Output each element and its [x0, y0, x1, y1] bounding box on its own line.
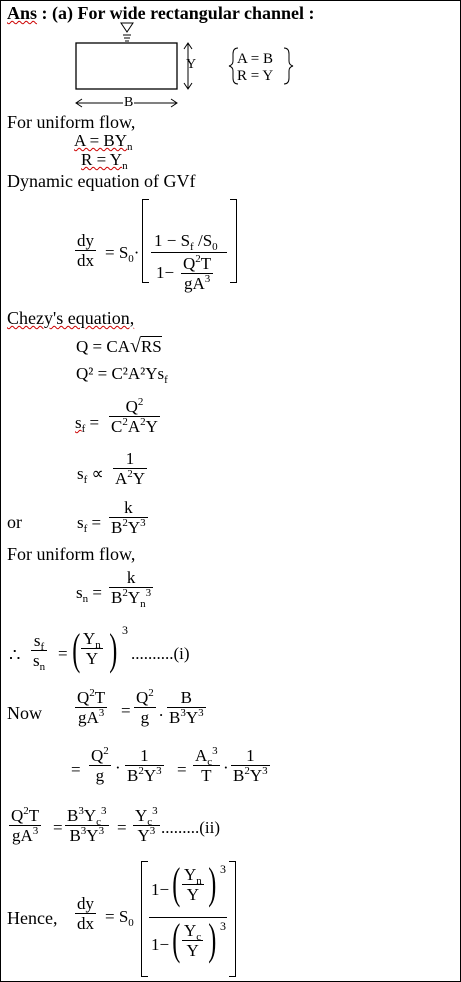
hence-den-one-minus: 1− — [151, 935, 170, 954]
equals-now-3: = — [177, 760, 187, 779]
paren-right-i: ) — [109, 625, 118, 674]
hence-text: Hence, — [7, 908, 58, 928]
r-eq-text: R = Y — [81, 150, 123, 169]
sketch-b-label: B — [124, 95, 134, 110]
b-b3y3-frac: B $B^3Y^3$ — [169, 688, 204, 727]
sn-equals: $s_n$ = — [76, 583, 102, 605]
eq-s0-2: = $S_0$ — [105, 907, 134, 929]
yn-y-frac: $Y_n$ Y — [83, 629, 101, 668]
dy-dx-frac-2: dy dx — [77, 894, 94, 933]
tag-ii: .........(ii) — [161, 818, 221, 837]
one-b2y3-frac-1: 1 $B^2Y^3$ — [127, 746, 162, 785]
tag-i: ..........(i) — [131, 644, 190, 663]
or-text: or — [7, 512, 22, 532]
sf-proportional: $s_f$ ∝ — [77, 464, 104, 486]
q2-g-frac-1: $Q^2$ g — [136, 687, 154, 727]
eq-s0-1: = $S_0\cdot$ — [105, 243, 140, 265]
chezy-eq-2-text: Q² = C²A²Ys — [76, 364, 165, 383]
hence-num-one-minus: 1− — [151, 880, 170, 899]
chezy-root: RS — [140, 337, 162, 356]
fraction-bar-1 — [151, 252, 227, 253]
cube-exponent-num: 3 — [220, 862, 226, 876]
yn-y-frac-2: $Y_n$ Y — [184, 865, 202, 904]
equals-now-2: = — [71, 760, 81, 779]
bracket-right-1 — [230, 199, 237, 283]
q2t-ga3-frac: $Q^2T$ $gA^3$ — [183, 253, 212, 293]
dynamic-eq-text — [7, 171, 195, 191]
sf-sn-frac: $s_f$ $s_n$ — [33, 631, 46, 673]
a-eq-text: A = BY — [74, 131, 128, 150]
q2-c2a2y-frac: $Q^2$ $C^2A^2Y$ — [111, 396, 158, 436]
paren-right-den: ) — [208, 915, 217, 964]
uniform-flow-text-1: For uniform flow, — [7, 112, 136, 132]
ans-label: Ans — [7, 3, 38, 23]
k-b2y3-frac-1: k $B^2Y^3$ — [111, 498, 146, 537]
dy-dx-frac-1: dy dx — [77, 231, 94, 270]
paren-right-num: ) — [208, 859, 217, 908]
cube-exponent-i: 3 — [122, 623, 128, 637]
b3yc3-b3y3-frac: $B^3Y_c^3$ $B^3Y^3$ — [67, 805, 107, 845]
equals-now-1: = — [121, 701, 131, 720]
numerator-sf-s0: $1 - S_f$ $/S_0$ — [154, 231, 218, 253]
dot-1: . — [159, 701, 164, 720]
sketch-y-label: Y — [186, 57, 197, 72]
therefore-symbol: ∴ — [9, 645, 21, 665]
q2t-ga3-frac-3: $Q^2T$ $gA^3$ — [11, 805, 40, 845]
bracket-left-2 — [141, 861, 148, 977]
ac3-t-frac: $A_c^3$ T — [195, 745, 218, 785]
bracket-right-2 — [229, 861, 236, 977]
cube-exponent-den: 3 — [220, 919, 226, 933]
set-a-eq: A = B — [237, 51, 273, 67]
now-text: Now — [7, 703, 42, 723]
chezy-text — [7, 308, 134, 328]
one-b2y3-frac-2: 1 $B^2Y^3$ — [233, 746, 268, 785]
answer-header — [7, 3, 315, 23]
q2t-ga3-frac-2: $Q^2T$ $gA^3$ — [77, 687, 106, 727]
chezy-eq-1-text: Q = CA — [76, 337, 130, 356]
chezy-eq-1: Q = CA√RS — [76, 335, 162, 357]
header-text: : (a) For wide rectangular channel : — [37, 3, 315, 23]
sf-equals-2: $s_f$ = — [77, 513, 102, 535]
paren-left-den: ( — [172, 915, 181, 964]
uniform-flow-text-2: For uniform flow, — [7, 544, 136, 564]
q2-g-frac-2: $Q^2$ g — [91, 745, 109, 785]
paren-left-num: ( — [172, 859, 181, 908]
bracket-left-1 — [142, 199, 149, 283]
chezy-eq-2: $Q^2 = C^2A^2Ys_f$ — [76, 364, 168, 386]
one-over-a2y-frac: 1 $A^2Y$ — [115, 449, 146, 488]
equals-sign-i: = — [58, 644, 68, 663]
denominator-one-minus: 1− — [156, 263, 175, 282]
paren-left-i: ( — [72, 625, 81, 674]
equals-ii-1: = — [53, 818, 63, 837]
set-r-eq: R = Y — [237, 68, 274, 84]
yc-y-frac: $Y_c$ Y — [184, 921, 202, 960]
dynamic-eq-label: Dynamic equation of GVf — [7, 171, 196, 191]
chezy-label: Chezy's equation, — [7, 308, 135, 328]
equals-ii-2: = — [117, 818, 127, 837]
sf-label-1: $s_f$ = — [75, 413, 100, 435]
dot-3: · — [223, 758, 229, 777]
r-equals-y: $R = Y_n$ — [81, 150, 128, 172]
a-equals-by: $A = BY_n$ — [74, 131, 133, 153]
dot-2: · — [115, 758, 121, 777]
yc3-y3-frac: $Y_c^3$ $Y^3$ — [135, 805, 158, 845]
k-b2yn3-frac: k $B^2Y_n^3$ — [111, 568, 152, 610]
